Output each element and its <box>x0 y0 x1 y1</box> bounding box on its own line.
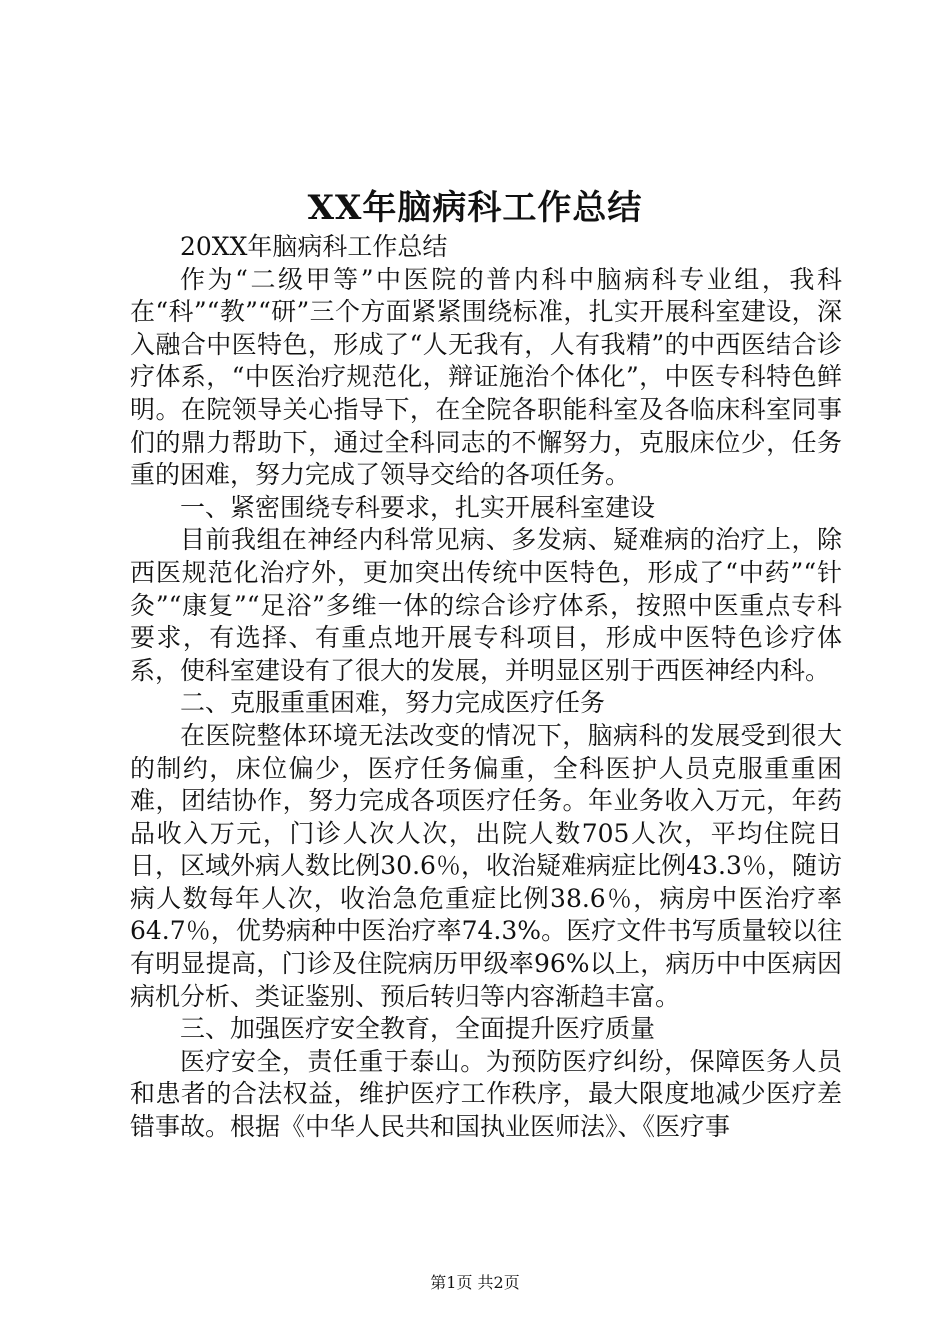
section-2-paragraph: 在医院整体环境无法改变的情况下，脑病科的发展受到很大的制约，床位偏少，医疗任务偏重，全科医护人员克服重重困难，团结协作，努力完成各项医疗任务。年业务收入万元，年药品收入万元，门诊人次人次，出院人数705人次，平均住院日日，区域外病人数比例30.6％，收治疑难病症比例43.3％，随访病人数每年人次，收治急危重症比例38.6％，病房中医治疗率64.7％，优势病种中医治疗率74.3%。医疗文件书写质量较以往有明显提高，门诊及住院病历甲级率96%以上，病历中中医病因病机分析、类证鉴别、预后转归等内容渐趋丰富。 <box>130 720 842 1011</box>
page-title: XX年脑病科工作总结 <box>307 188 643 228</box>
section-1-heading: 一、紧密围绕专科要求，扎实开展科室建设 <box>180 492 656 522</box>
section-3-paragraph: 医疗安全，责任重于泰山。为预防医疗纠纷，保障医务人员和患者的合法权益，维护医疗工作秩序，最大限度地减少医疗差错事故。根据《中华人民共和国执业医师法》、《医疗事 <box>130 1046 842 1142</box>
section-3-heading: 三、加强医疗安全教育，全面提升医疗质量 <box>180 1014 656 1044</box>
intro-paragraph: 作为“二级甲等”中医院的普内科中脑病科专业组，我科在“科”“教”“研”三个方面紧紧围绕标准，扎实开展科室建设，深入融合中医特色，形成了“人无我有，人有我精”的中西医结合诊疗体系，“中医治疗规范化，辩证施治个体化”，中医专科特色鲜明。在院领导关心指导下，在全院各职能科室及各临床科室同事们的鼎力帮助下，通过全科同志的不懈努力，克服床位少，任务重的困难，努力完成了领导交给的各项任务。 <box>130 264 842 490</box>
section-2-heading: 二、克服重重困难，努力完成医疗任务 <box>180 688 606 718</box>
document-body <box>130 231 842 1144</box>
section-1-paragraph: 目前我组在神经内科常见病、多发病、疑难病的治疗上，除西医规范化治疗外，更加突出传统中医特色，形成了“中药”“针灸”“康复”“足浴”多维一体的综合诊疗体系，按照中医重点专科要求，有选择、有重点地开展专科项目，形成中医特色诊疗体系，使科室建设有了很大的发展，并明显区别于西医神经内科。 <box>130 525 842 685</box>
page-footer: 第1页 共2页 <box>430 1273 520 1292</box>
document-subtitle: 20XX年脑病科工作总结 <box>180 232 448 261</box>
